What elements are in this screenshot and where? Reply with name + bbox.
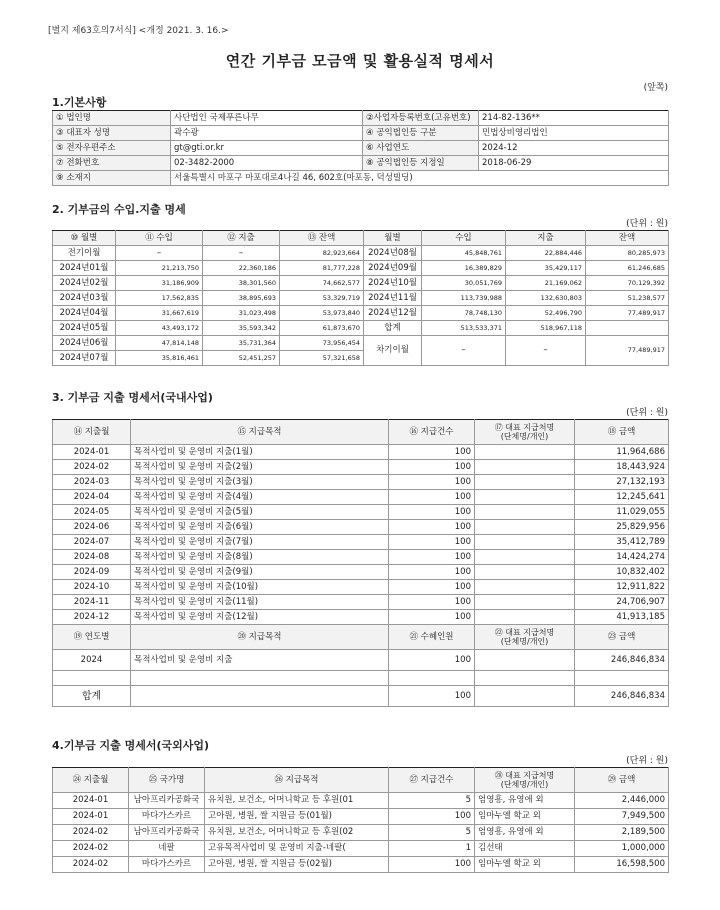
info-value: gt@gti.or.kr [171,141,363,156]
empty-cell [131,686,389,707]
month-cell: 2024-01 [53,793,129,809]
purpose-cell: 고아원, 병원, 쌀 지원금 등(02월) [205,857,389,873]
column-header: ⑬ 잔액 [280,231,364,246]
expense-cell: 21,169,062 [506,276,586,291]
amount-cell: 1,000,000 [575,841,669,857]
table-row [53,610,669,625]
purpose-cell: 고아원, 병원, 쌀 지원금 등(01월) [205,809,389,825]
year-row [53,650,669,671]
address-row [53,171,669,186]
recipient-cell [475,595,575,610]
amount-cell: 246,846,834 [575,650,669,671]
column-header: ⑰ 대표 지급처명 (단체명/개인) [475,420,575,445]
column-header: ㉗ 지급건수 [389,768,475,793]
income-cell: 21,213,750 [116,261,203,276]
info-row [53,156,669,171]
empty-cell [475,686,575,707]
table-row [53,825,669,841]
expense-cell: 518,967,118 [506,321,586,336]
income-cell: 513,533,371 [422,321,506,336]
purpose-cell: 목적사업비 및 운영비 지출(9월) [131,565,389,580]
recipient-cell [475,445,575,460]
amount-cell: 24,706,907 [575,595,669,610]
month-cell: 2024-01 [53,445,131,460]
month-cell: 2024년02월 [53,276,116,291]
expense-cell: 35,429,117 [506,261,586,276]
column-header: 월별 [364,231,422,246]
empty-cell [389,671,475,686]
income-cell: – [116,246,203,261]
total-row [53,686,669,707]
year-cell: 2024 [53,650,131,671]
recipient-cell [475,505,575,520]
month-cell: 2024-07 [53,535,131,550]
carry-over-expense: – [506,336,586,366]
expense-cell: 38,301,560 [203,276,280,291]
info-row [53,141,669,156]
column-header: ⑲ 연도별 [53,625,131,650]
recipient-cell [475,550,575,565]
section2-unit: (단위 : 원) [626,219,668,229]
month-cell: 2024년01월 [53,261,116,276]
amount-cell: 16,598,500 [575,857,669,873]
section2-heading: 2. 기부금의 수입.지출 명세 [52,203,186,216]
purpose-cell: 고유목적사업비 및 운영비 지출-네팔( [205,841,389,857]
overseas-expense-table [52,767,669,873]
info-value: 민법상비영리법인 [479,126,669,141]
country-cell: 마다가스카르 [129,857,205,873]
amount-cell: 25,829,956 [575,520,669,535]
info-value: 사단법인 국제푸른나무 [171,111,363,126]
month-cell: 2024-02 [53,825,129,841]
count-cell: 100 [389,565,475,580]
table-row [53,550,669,565]
month-cell: 2024-02 [53,857,129,873]
purpose-cell: 유치원, 보건소, 어머니학교 등 후원(02 [205,825,389,841]
month-cell: 2024-11 [53,595,131,610]
column-header: ㉙ 금액 [575,768,669,793]
table-row [53,595,669,610]
month-cell: 2024-03 [53,475,131,490]
table-row [53,857,669,873]
section1-heading: 1.기본사항 [52,96,107,109]
section3-unit: (단위 : 원) [626,408,668,418]
balance-cell: 61,246,685 [586,261,669,276]
country-cell: 남아프리카공화국 [129,825,205,841]
count-cell: 5 [389,825,475,841]
amount-cell: 41,913,185 [575,610,669,625]
balance-cell: 74,662,577 [280,276,364,291]
table-row [53,445,669,460]
month-cell: 2024년04월 [53,306,116,321]
month-cell: 2024년10월 [364,276,422,291]
income-cell: 31,186,909 [116,276,203,291]
income-cell: 113,739,988 [422,291,506,306]
column-header: 지출 [506,231,586,246]
count-cell: 100 [389,505,475,520]
month-cell: 2024-10 [53,580,131,595]
info-value: 2018-06-29 [479,156,669,171]
count-cell: 100 [389,809,475,825]
purpose-cell: 목적사업비 및 운영비 지출(5월) [131,505,389,520]
carry-over-label: 차기이월 [364,336,422,366]
income-cell: 31,667,619 [116,306,203,321]
income-expense-table [52,230,669,366]
empty-cell [575,671,669,686]
amount-cell: 11,029,055 [575,505,669,520]
month-cell: 2024-06 [53,520,131,535]
section4-unit: (단위 : 원) [626,756,668,766]
domestic-expense-table [52,419,669,707]
recipient-cell: 엄영흥, 유영애 외 [475,793,575,809]
section4-heading: 4.기부금 지출 명세서(국외사업) [52,739,210,752]
column-header: ㉔ 지출월 [53,768,129,793]
month-cell: 2024-09 [53,565,131,580]
address-value: 서울특별시 마포구 마포대로4나길 46, 602호(마포동, 덕성빌딩) [171,171,669,186]
column-header: ㉖ 지급목적 [205,768,389,793]
table-row [53,793,669,809]
balance-cell: 57,321,658 [280,351,364,366]
info-label: ②사업자등록번호(고유번호) [363,111,479,126]
expense-cell: 22,360,186 [203,261,280,276]
count-cell: 100 [389,475,475,490]
column-header: ㉒ 대표 지급처명 (단체명/개인) [475,625,575,650]
balance-cell: 82,923,664 [280,246,364,261]
month-cell: 2024년05월 [53,321,116,336]
balance-cell: 53,973,840 [280,306,364,321]
column-header: ⑪ 수입 [116,231,203,246]
info-value: 2024-12 [479,141,669,156]
table-row [53,565,669,580]
page-title: 연간 기부금 모금액 및 활용실적 명세서 [225,52,495,70]
purpose-cell: 목적사업비 및 운영비 지출(3월) [131,475,389,490]
amount-cell: 12,911,822 [575,580,669,595]
count-cell: 100 [389,857,475,873]
carry-over-income: – [422,336,506,366]
income-cell: 47,814,148 [116,336,203,351]
purpose-cell: 유치원, 보건소, 어머니학교 등 후원(01 [205,793,389,809]
income-cell: 43,493,172 [116,321,203,336]
total-count: 100 [389,686,475,707]
month-cell: 2024년07월 [53,351,116,366]
table-row [53,261,669,276]
recipient-cell [475,520,575,535]
balance-cell: 53,329,719 [280,291,364,306]
beneficiary-cell: 100 [389,650,475,671]
income-cell: 30,051,769 [422,276,506,291]
income-cell: 16,389,829 [422,261,506,276]
month-cell: 2024-04 [53,490,131,505]
column-header: ㉘ 대표 지급처명 (단체명/개인) [475,768,575,793]
recipient-cell [475,475,575,490]
month-cell: 2024-05 [53,505,131,520]
column-header: ⑯ 지급건수 [389,420,475,445]
count-cell: 100 [389,595,475,610]
table-row [53,841,669,857]
info-row [53,126,669,141]
table-row [53,336,669,351]
amount-cell: 11,964,686 [575,445,669,460]
recipient-cell [475,650,575,671]
amount-cell: 10,832,402 [575,565,669,580]
purpose-cell: 목적사업비 및 운영비 지출(2월) [131,460,389,475]
table-header-row [53,420,669,445]
total-amount: 246,846,834 [575,686,669,707]
month-cell: 2024년03월 [53,291,116,306]
info-row [53,111,669,126]
column-header: ㉑ 수혜인원 [389,625,475,650]
address-label: ⑨ 소재지 [53,171,171,186]
balance-cell: 61,873,670 [280,321,364,336]
month-cell: 2024년11월 [364,291,422,306]
month-cell: 2024-01 [53,809,129,825]
page-side-note: (앞쪽) [643,83,668,93]
table-row [53,321,669,336]
amount-cell: 35,412,789 [575,535,669,550]
table-row [53,306,669,321]
count-cell: 1 [389,841,475,857]
purpose-cell: 목적사업비 및 운영비 지출(6월) [131,520,389,535]
count-cell: 100 [389,610,475,625]
empty-cell [131,671,389,686]
amount-cell: 27,132,193 [575,475,669,490]
balance-cell: 70,129,392 [586,276,669,291]
count-cell: 100 [389,460,475,475]
country-cell: 네팔 [129,841,205,857]
amount-cell: 18,443,924 [575,460,669,475]
amount-cell: 7,949,500 [575,809,669,825]
income-cell: 35,816,461 [116,351,203,366]
country-cell: 마다가스카르 [129,809,205,825]
count-cell: 100 [389,520,475,535]
total-label: 합계 [53,686,131,707]
count-cell: 100 [389,535,475,550]
empty-cell [475,671,575,686]
info-label: ⑦ 전화번호 [53,156,171,171]
table-row [53,276,669,291]
column-header: ⑩ 월별 [53,231,116,246]
month-cell: 2024년06월 [53,336,116,351]
empty-cell [53,671,131,686]
form-number: [별지 제63호의7서식] <개정 2021. 3. 16.> [48,26,229,36]
country-cell: 남아프리카공화국 [129,793,205,809]
month-cell: 2024년09월 [364,261,422,276]
table-row [53,460,669,475]
recipient-cell [475,460,575,475]
column-header: 잔액 [586,231,669,246]
info-label: ⑧ 공익법인등 지정일 [363,156,479,171]
purpose-cell: 목적사업비 및 운영비 지출(10월) [131,580,389,595]
income-cell: 78,748,130 [422,306,506,321]
count-cell: 100 [389,580,475,595]
section3-heading: 3. 기부금 지출 명세서(국내사업) [52,391,213,404]
basic-info-table [52,110,669,186]
amount-cell: 12,245,641 [575,490,669,505]
month-cell: 2024-02 [53,841,129,857]
info-value: 곽수광 [171,126,363,141]
income-cell: 45,848,761 [422,246,506,261]
income-cell: 17,562,835 [116,291,203,306]
purpose-cell: 목적사업비 및 운영비 지출(7월) [131,535,389,550]
purpose-cell: 목적사업비 및 운영비 지출(12월) [131,610,389,625]
recipient-cell: 엄영흥, 유영애 외 [475,825,575,841]
info-label: ① 법인명 [53,111,171,126]
table-row [53,809,669,825]
balance-cell: 80,285,973 [586,246,669,261]
column-header: ㉕ 국가명 [129,768,205,793]
recipient-cell [475,610,575,625]
purpose-cell: 목적사업비 및 운영비 지출(8월) [131,550,389,565]
recipient-cell: 임마누엘 학교 외 [475,857,575,873]
purpose-cell: 목적사업비 및 운영비 지출 [131,650,389,671]
recipient-cell: 임마누엘 학교 외 [475,809,575,825]
table-row [53,291,669,306]
table-row [53,520,669,535]
column-header: 수입 [422,231,506,246]
recipient-cell [475,535,575,550]
column-header: ⑳ 지급목적 [131,625,389,650]
recipient-cell [475,565,575,580]
table-row [53,505,669,520]
amount-cell: 2,446,000 [575,793,669,809]
purpose-cell: 목적사업비 및 운영비 지출(11월) [131,595,389,610]
table-row [53,246,669,261]
expense-cell: 52,451,257 [203,351,280,366]
column-header: ㉓ 금액 [575,625,669,650]
month-cell: 2024년12월 [364,306,422,321]
table-row [53,490,669,505]
expense-cell: 22,884,446 [506,246,586,261]
purpose-cell: 목적사업비 및 운영비 지출(4월) [131,490,389,505]
count-cell: 100 [389,490,475,505]
amount-cell: 14,424,274 [575,550,669,565]
recipient-cell [475,580,575,595]
purpose-cell: 목적사업비 및 운영비 지출(1월) [131,445,389,460]
amount-cell: 2,189,500 [575,825,669,841]
table-header-row [53,768,669,793]
month-cell: 합계 [364,321,422,336]
month-cell: 전기이월 [53,246,116,261]
info-label: ④ 공익법인등 구분 [363,126,479,141]
expense-cell: 35,593,342 [203,321,280,336]
month-cell: 2024-02 [53,460,131,475]
table-row [53,475,669,490]
expense-cell: 52,496,790 [506,306,586,321]
column-header: ⑭ 지출월 [53,420,131,445]
balance-cell [586,321,669,336]
info-label: ⑥ 사업연도 [363,141,479,156]
info-value: 02-3482-2000 [171,156,363,171]
month-cell: 2024-12 [53,610,131,625]
carry-over-balance: 77,489,917 [586,336,669,366]
count-cell: 5 [389,793,475,809]
empty-row [53,671,669,686]
balance-cell: 81,777,228 [280,261,364,276]
table-header-row [53,231,669,246]
info-label: ③ 대표자 성명 [53,126,171,141]
column-header: ⑮ 지급목적 [131,420,389,445]
table-header-row [53,625,669,650]
balance-cell: 51,238,577 [586,291,669,306]
recipient-cell [475,490,575,505]
expense-cell: 38,895,693 [203,291,280,306]
recipient-cell: 김선태 [475,841,575,857]
table-row [53,580,669,595]
info-value: 214-82-136** [479,111,669,126]
expense-cell: 35,731,364 [203,336,280,351]
balance-cell: 73,956,454 [280,336,364,351]
expense-cell: – [203,246,280,261]
column-header: ⑱ 금액 [575,420,669,445]
table-row [53,535,669,550]
info-label: ⑤ 전자우편주소 [53,141,171,156]
column-header: ⑫ 지출 [203,231,280,246]
month-cell: 2024년08월 [364,246,422,261]
balance-cell: 77,489,917 [586,306,669,321]
count-cell: 100 [389,550,475,565]
expense-cell: 31,023,498 [203,306,280,321]
count-cell: 100 [389,445,475,460]
month-cell: 2024-08 [53,550,131,565]
expense-cell: 132,630,803 [506,291,586,306]
